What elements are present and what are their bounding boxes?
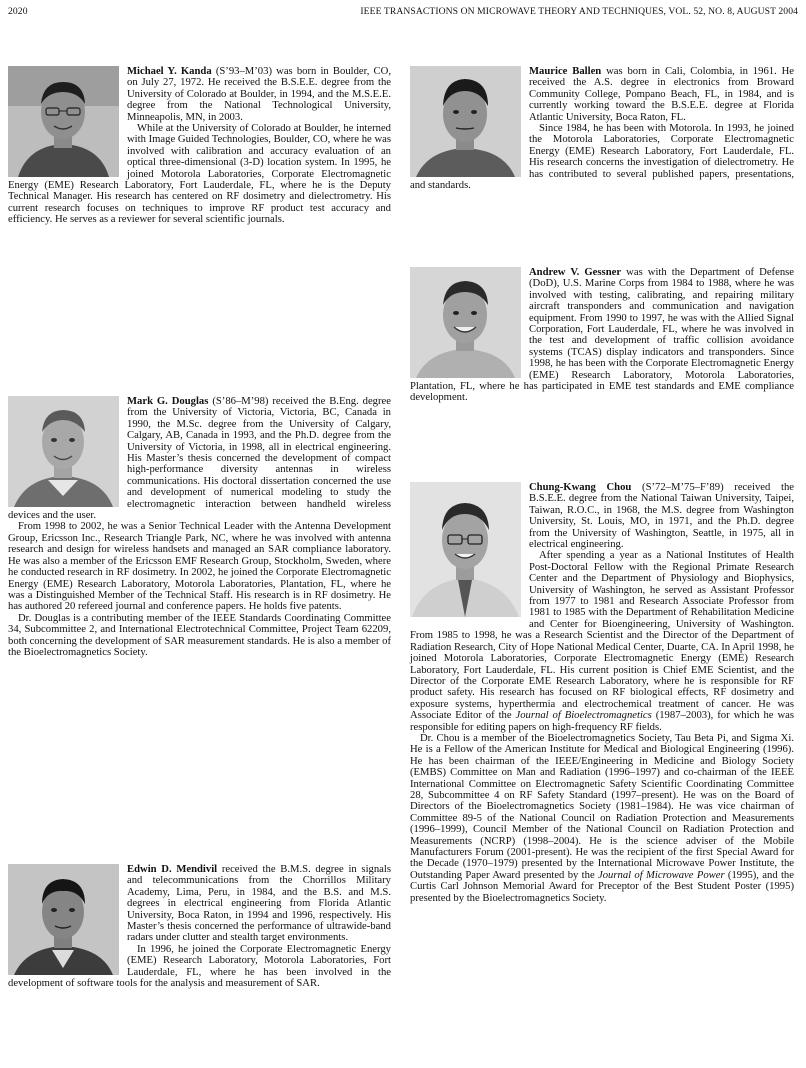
author-name: Michael Y. Kanda [127, 66, 212, 77]
bio-paragraph [410, 733, 794, 904]
author-photo-gessner [410, 267, 521, 378]
bio-text: (1987–2003), for which he was responsible for editing papers on high-frequency RF fields. [410, 710, 794, 733]
bio-text: received the B.M.S. degree in signals and telecommunications from the Chorrillos Military Academy, Lima, Peru, in 1984, and the B.S. and M.S. degrees in electrical engineering from Florida Atlantic University, Boca Raton, in 1994 and 1996, respectively. His Master’s thesis concerned the performance of ultrawide-band radars under clutter and stealth target environments. [127, 864, 391, 944]
author-name: Chung-Kwang Chou [529, 482, 632, 493]
journal-name: Journal of Microwave Power [598, 869, 725, 881]
bio-paragraph: In 1996, he joined the Corporate Electromagnetic Energy (EME) Research Laboratory, Motorola Laboratories, Fort Lauderdale, FL, where he has been involved in the development of software tools for the analysis and measurement of SAR. [8, 943, 391, 990]
author-name: Mark G. Douglas [127, 396, 209, 407]
bio-text: was with the Department of Defense (DoD), U.S. Marine Corps from 1984 to 1988, where he was involved with testing, calibrating, and repairing military aircraft transponders and communication and navigation equipment. From 1990 to 1997, he was with the Allied Signal Corporation, Fort Lauderdale, FL, where he was involved in the test and development of traffic collision avoidance systems (TCAS) display indicators and transponders. Since 1998, he has been with the Corporate Electromagnetic Energy (EME) Research Laboratory, Motorola Laboratories, Plantation, FL, where he has participated in EME test standards and EME compliance development. [410, 267, 794, 404]
author-photo-kanda [8, 66, 119, 177]
author-photo-mendivil [8, 864, 119, 975]
bio-paragraph: From 1998 to 2002, he was a Senior Technical Leader with the Antenna Development Group, Ericsson Inc., Research Triangle Park, NC, where he was involved with antenna research and design for wireless handsets and managed an SAR compliance laboratory. He was also a member of the Ericsson EMF Research Group, Stockholm, Sweden, where he conducted research in RF dosimetry. In 2002, he joined the Corporate Electromagnetic Energy (EME) Research Laboratory, Motorola Laboratories, Plantation, FL, where he was a Distinguished Member of the Technical Staff. His research is in RF dosimetry. He has authored 20 refereed journal and conference papers. He holds five patents. [8, 521, 391, 613]
bio-paragraph: Since 1984, he has been with Motorola. In 1993, he joined the Motorola Laboratories, Corporate Electromagnetic Energy (EME) Research Laboratory, Fort Lauderdale, FL. His research concerns the investigation of dielectrometry. He has contributed to several published papers, presentations, and standards. [410, 123, 794, 192]
page-number: 2020 [8, 6, 28, 17]
author-name: Andrew V. Gessner [529, 267, 622, 278]
biography-kanda [8, 66, 391, 226]
author-photo-chou [410, 482, 521, 617]
bio-text: (S’93–M’03) was born in Boulder, CO, on July 27, 1972. He received the B.S.E.E. degree from the University of Colorado at Boulder, in 1994, and the M.S.E.E. degree from the National Technological University, Minneapolis, MN, in 2003. [127, 66, 391, 123]
bio-text: (S’72–M’75–F’89) received the B.S.E.E. degree from the National Taiwan University, Taipei, Taiwan, R.O.C., in 1968, the M.S. degree from Washington University, St. Louis, MO, in 1971, and the Ph.D. degree from the University of Washington, Seattle, in 1975, all in electrical engineering. [529, 482, 794, 551]
bio-paragraph: While at the University of Colorado at Boulder, he interned with Image Guided Technologies, Boulder, CO, where he was involved with calibration and accuracy evaluation of an optical three-dimensional (3-D) location system. In 1995, he joined Motorola Laboratories, Corporate Electromagnetic Energy (EME) Research Laboratory, Fort Lauderdale, FL, where he is the Deputy Technical Manager. His research has centered on RF dosimetry and dielectrometry. His current research focuses on techniques to improve RF product test accuracy and efficiency. He serves as a reviewer for several scientific journals. [8, 123, 391, 226]
bio-text: Dr. Chou is a member of the Bioelectromagnetics Society, Tau Beta Pi, and Sigma Xi. He is a Fellow of the American Institute for Medical and Biological Engineering (1996). He has been chairman of the IEEE/Engineering in Medicine and Biology Society (EMBS) Committee on Man and Radiation (1996–1997) and co-chairman of the IEEE International Committee on Electromagnetic Safety Scientific Coordinating Committee 28, Subcommittee 4 on RF Safety Standard (1997–present). He was on the Board of Directors of the Bioelectromagnetics Society (1981–1984). He was vice chairman of Committee 89-5 of the National Council on Radiation Protection and Measurements (1996–1999), Council Member of the National Council on Radiation Protection and Measurements (NCRP) (1998–2004). He is the science adviser of the Mobile Manufacturers Forum (2001-present). He was the recipient of the first Special Award for the Decade (1970–1979) presented by the International Microwave Power Institute, the Outstanding Paper Award presented by the [410, 732, 794, 881]
biography-douglas [8, 396, 391, 658]
author-photo-douglas [8, 396, 119, 507]
journal-name: Journal of Bioelectromagnetics [515, 710, 652, 722]
journal-title: IEEE TRANSACTIONS ON MICROWAVE THEORY AND TECHNIQUES, VOL. 52, NO. 8, AUGUST 2004 [360, 6, 798, 17]
biography-gessner [410, 267, 794, 404]
author-name: Maurice Ballen [529, 66, 602, 77]
biography-chou [410, 482, 794, 904]
bio-text: (S’86–M’98) received the B.Eng. degree from the University of Victoria, Victoria, BC, Canada in 1990, the M.Sc. degree from the University of Calgary, Calgary, AB, Canada in 1993, and the Ph.D. degree from the University of Victoria, in 1998, all in electrical engineering. His Master’s thesis concerned the development of compact high-performance diversity antennas in wireless communications. His doctoral dissertation concerned the use and development of numerical modeling to study the electromagnetic interaction between handheld wireless devices and the user. [8, 396, 391, 522]
biography-ballen [410, 66, 794, 191]
bio-text: After spending a year as a National Institutes of Health Post-Doctoral Fellow with the Regional Primate Research Center and the Department of Physiology and Biophysics, University of Washington, he served as Assistant Professor from 1977 to 1981 and Research Associate Professor from 1981 to 1985 with the Department of Rehabilitation Medicine and Center for Bioengineering, University of Washington. From 1985 to 1998, he was a Research Scientist and the Director of the Department of Radiation Research, City of Hope National Medical Center, Duarte, CA. In April 1998, he joined Motorola Laboratories, Corporate Electromagnetic Energy (EME) Research Laboratory, Fort Lauderdale, FL. His current position is Chief EME Scientist, and the Director of the Corporate EME Research Laboratory, where he is responsible for RF product safety. His research has focused on RF biological effects, RF dosimetry and exposure systems, hyperthermia and electrochemical treatment of cancer. He was Associate Editor of the [410, 550, 794, 722]
running-header [8, 6, 798, 20]
author-name: Edwin D. Mendivil [127, 864, 218, 875]
bio-text: was born in Cali, Colombia, in 1961. He received the A.S. degree in electronics from Broward Community College, Pompano Beach, FL, in 1984, and is currently working toward the B.S.E.E. degree at Florida Atlantic University, Boca Raton, FL. [529, 66, 794, 123]
bio-paragraph: Dr. Douglas is a contributing member of the IEEE Standards Coordinating Committee 34, Subcommittee 2, and International Electrotechnical Committee, Project Team 62209, both concerning the development of SAR measurement standards. He is also a member of the Bioelectromagnetics Society. [8, 612, 391, 658]
biography-mendivil [8, 864, 391, 989]
author-photo-ballen [410, 66, 521, 177]
bio-text: (1995), and the Curtis Carl Johnson Memorial Award for Preceptor of the Best Student Poster (1995) presented by the Bioelectromagnetics Society. [410, 869, 794, 904]
